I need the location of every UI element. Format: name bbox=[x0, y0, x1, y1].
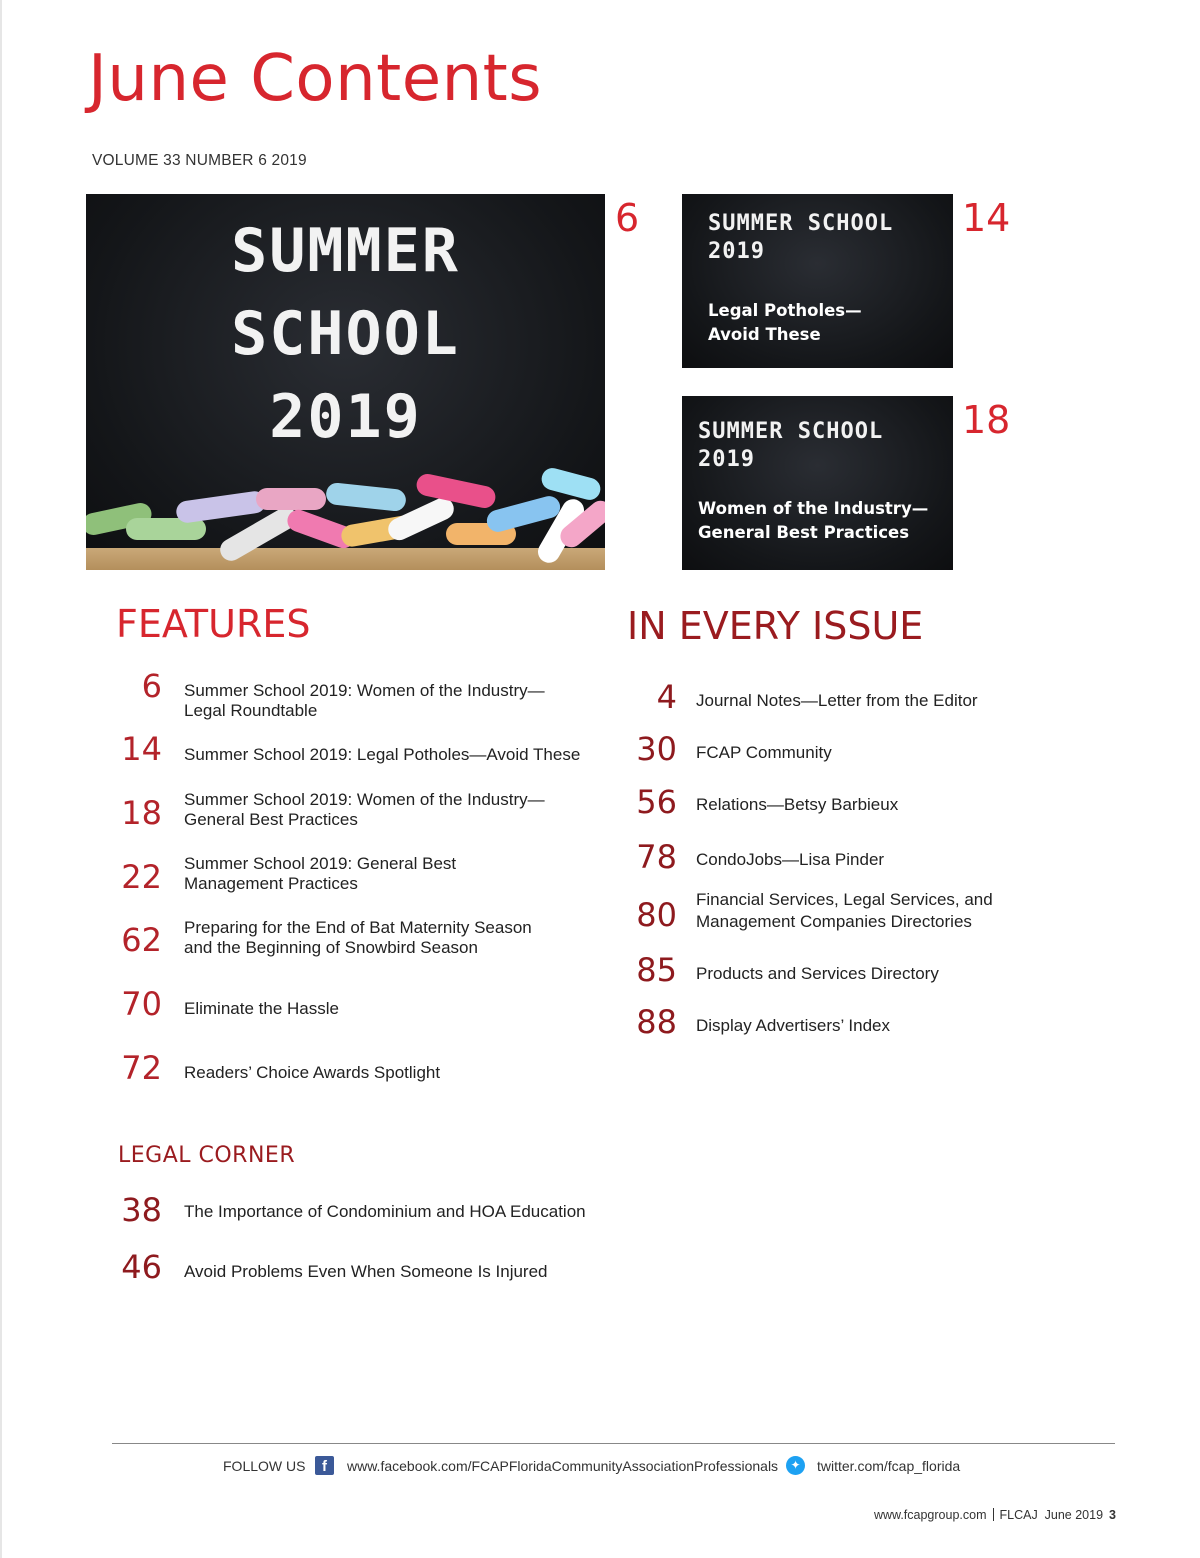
footer-journal: FLCAJ bbox=[999, 1508, 1038, 1522]
footer-divider bbox=[112, 1443, 1115, 1444]
issue-title[interactable]: Relations—Betsy Barbieux bbox=[696, 795, 899, 814]
issue-page-number: 88 bbox=[636, 1003, 677, 1041]
thumbnail-page-number: 14 bbox=[962, 196, 1011, 240]
feature-title[interactable]: Eliminate the Hassle bbox=[184, 999, 339, 1018]
issue-page-number: 78 bbox=[636, 838, 677, 876]
issue-page-number: 85 bbox=[636, 951, 677, 989]
feature-page-number: 70 bbox=[121, 985, 162, 1023]
thumbnail-caption: Women of the Industry— bbox=[698, 499, 929, 518]
feature-page-number: 72 bbox=[121, 1049, 162, 1087]
feature-title[interactable]: Summer School 2019: Women of the Industry— bbox=[184, 681, 545, 700]
hero-line-3: 2019 bbox=[269, 382, 422, 452]
issue-title[interactable]: CondoJobs—Lisa Pinder bbox=[696, 850, 885, 869]
feature-title[interactable]: Summer School 2019: Women of the Industry— bbox=[184, 790, 545, 809]
legal-title[interactable]: Avoid Problems Even When Someone Is Injured bbox=[184, 1262, 548, 1281]
thumbnail-caption: General Best Practices bbox=[698, 523, 910, 542]
feature-page-number: 18 bbox=[121, 794, 162, 832]
hero-image[interactable] bbox=[86, 194, 605, 570]
feature-page-number: 62 bbox=[121, 921, 162, 959]
issue-page-number: 80 bbox=[636, 896, 677, 934]
issue-title[interactable]: Financial Services, Legal Services, and bbox=[696, 890, 993, 909]
feature-page-number: 14 bbox=[121, 730, 162, 768]
every-issue-heading: IN EVERY ISSUE bbox=[627, 604, 924, 648]
legal-page-number: 46 bbox=[121, 1248, 162, 1286]
thumbnail-caption: Legal Potholes— bbox=[708, 301, 862, 320]
footer-date: June 2019 bbox=[1044, 1508, 1104, 1522]
thumbnail-women-of-industry[interactable] bbox=[682, 396, 953, 570]
issue-title[interactable]: Products and Services Directory bbox=[696, 964, 939, 983]
footer-separator bbox=[993, 1508, 994, 1521]
feature-title-line2[interactable]: Management Practices bbox=[184, 874, 358, 893]
feature-title[interactable]: Readers’ Choice Awards Spotlight bbox=[184, 1063, 441, 1082]
page-edge bbox=[0, 0, 2, 1558]
facebook-icon[interactable]: f bbox=[315, 1456, 334, 1475]
feature-title[interactable]: Preparing for the End of Bat Maternity Season bbox=[184, 918, 532, 937]
thumbnail-caption: Avoid These bbox=[708, 325, 821, 344]
thumbnail-heading: SUMMER SCHOOL bbox=[698, 419, 884, 444]
issue-page-number: 4 bbox=[656, 678, 677, 716]
hero-line-1: SUMMER bbox=[231, 216, 460, 286]
facebook-link[interactable]: www.facebook.com/FCAPFloridaCommunityAssociationProfessionals bbox=[347, 1458, 779, 1474]
page-title: June Contents bbox=[88, 42, 543, 116]
twitter-icon[interactable]: ✦ bbox=[786, 1456, 805, 1475]
thumbnail-heading-year: 2019 bbox=[708, 239, 765, 264]
issue-title[interactable]: Display Advertisers’ Index bbox=[696, 1016, 891, 1035]
issue-title[interactable]: FCAP Community bbox=[696, 743, 832, 762]
chalk-stick bbox=[175, 490, 267, 524]
chalk-stick bbox=[256, 488, 326, 510]
follow-us-label: FOLLOW US bbox=[223, 1458, 306, 1474]
issue-title-line2[interactable]: Management Companies Directories bbox=[696, 912, 972, 931]
legal-page-number: 38 bbox=[121, 1191, 162, 1229]
feature-page-number: 6 bbox=[141, 667, 162, 705]
feature-title[interactable]: Summer School 2019: Legal Potholes—Avoid These bbox=[184, 745, 581, 764]
footer-page-number: 3 bbox=[1109, 1508, 1116, 1522]
thumbnail-page-number: 18 bbox=[962, 398, 1011, 442]
thumbnail-heading-year: 2019 bbox=[698, 447, 755, 472]
page-footer bbox=[874, 1508, 1116, 1522]
chalk-ledge bbox=[86, 548, 605, 570]
volume-info: VOLUME 33 NUMBER 6 2019 bbox=[92, 152, 307, 169]
feature-title-line2[interactable]: and the Beginning of Snowbird Season bbox=[184, 938, 478, 957]
features-heading: FEATURES bbox=[116, 602, 311, 646]
legal-corner-heading: LEGAL CORNER bbox=[118, 1143, 296, 1168]
chalk-stick bbox=[325, 482, 407, 512]
issue-title[interactable]: Journal Notes—Letter from the Editor bbox=[696, 691, 978, 710]
hero-line-2: SCHOOL bbox=[231, 299, 460, 369]
feature-title[interactable]: Summer School 2019: General Best bbox=[184, 854, 457, 873]
hero-page-number: 6 bbox=[615, 196, 640, 240]
thumbnail-legal-potholes[interactable] bbox=[682, 194, 953, 368]
footer-site[interactable]: www.fcapgroup.com bbox=[873, 1508, 987, 1522]
feature-page-number: 22 bbox=[121, 858, 162, 896]
feature-title-line2[interactable]: Legal Roundtable bbox=[184, 701, 318, 720]
thumbnail-heading: SUMMER SCHOOL bbox=[708, 211, 894, 236]
issue-page-number: 30 bbox=[636, 730, 677, 768]
feature-title-line2[interactable]: General Best Practices bbox=[184, 810, 358, 829]
issue-page-number: 56 bbox=[636, 783, 677, 821]
legal-title[interactable]: The Importance of Condominium and HOA Education bbox=[184, 1202, 586, 1221]
twitter-link[interactable]: twitter.com/fcap_florida bbox=[817, 1458, 961, 1474]
